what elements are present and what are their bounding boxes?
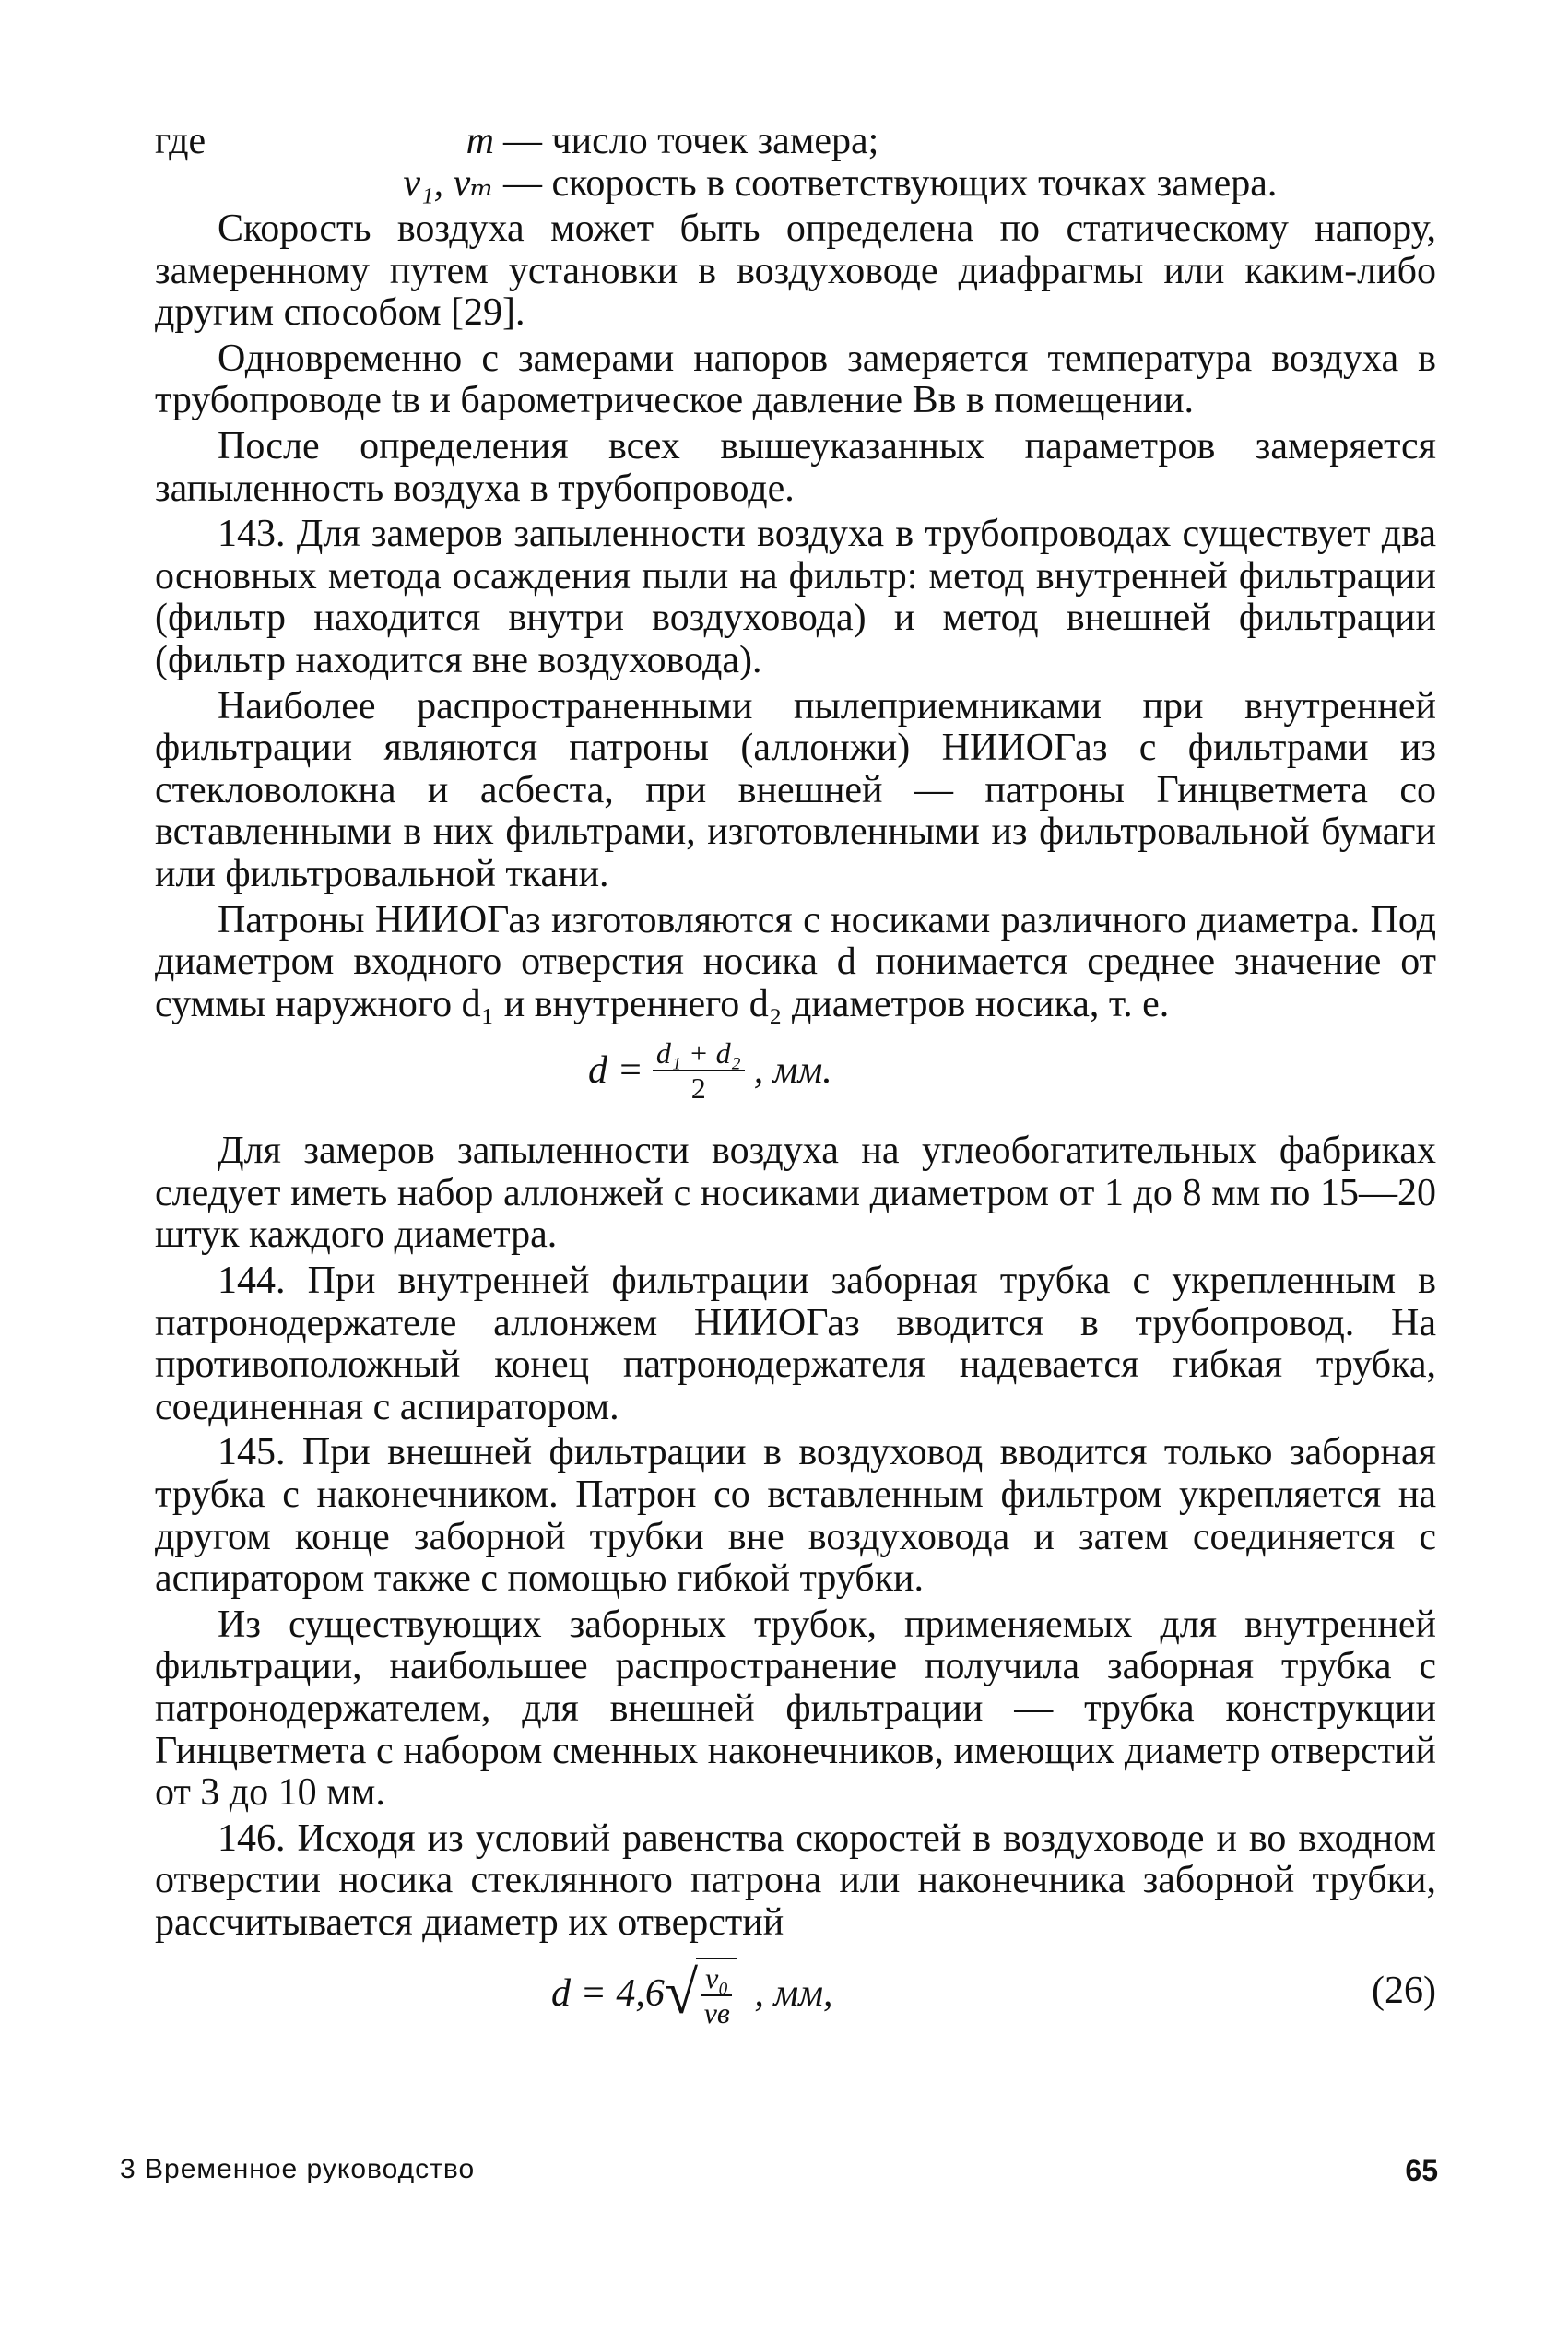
equation-number: (26): [1372, 1969, 1436, 2012]
formula-diameter-mean: [155, 1029, 1436, 1130]
paragraph: Патроны НИИОГаз изготовляются с носиками различного диаметра. Под диаметром входного отверстия носика d понимается среднее значение от суммы наружного d₁ и внутреннего d₂ диаметров носика, т. е.: [155, 898, 1436, 1025]
fraction-denominator: vв: [703, 1995, 730, 2029]
formula-fraction: [653, 1036, 745, 1105]
fraction-denominator: 2: [690, 1071, 706, 1106]
square-root: [665, 1958, 748, 2029]
formula-lhs: d = 4,6: [551, 1971, 665, 2015]
page-number: 65: [1405, 2154, 1438, 2187]
formula-fraction: [696, 1958, 737, 2029]
paragraph: 144. При внутренней фильтрации заборная трубка с укрепленным в патронодержателе аллонжем НИИОГаз вводится в трубопровод. На противоположный конец патронодержателя надевается гибкая трубка, соединенная с аспиратором.: [155, 1260, 1436, 1428]
definition-prefix: [155, 162, 302, 205]
paragraph: 145. При внешней фильтрации в воздуховод вводится только заборная трубка с наконечником. Патрон со вставленным фильтром укрепляется на другом конце заборной трубки вне воздуховода и затем соединяется с аспиратором также с помощью гибкой трубки.: [155, 1431, 1436, 1601]
formula-unit: , мм.: [753, 1049, 832, 1093]
paragraph: Скорость воздуха может быть определена по статическому напору, замеренному путем установки в воздуховоде диафрагмы или каким-либо другим способом [29].: [155, 207, 1436, 335]
paragraph: Одновременно с замерами напоров замеряется температура воздуха в трубопроводе tв и барометрическое давление Вв в помещении.: [155, 337, 1436, 422]
definition-text: — число точек замера;: [503, 120, 879, 162]
definition-text: — скорость в соответствующих точках замера.: [503, 162, 1278, 205]
formula-lhs: d =: [588, 1049, 643, 1093]
page-body: [155, 120, 1436, 2050]
definition-symbol: v₁, vₘ: [403, 162, 494, 205]
variable-definitions: [155, 120, 1436, 205]
fraction-numerator: d₁ + d₂: [653, 1036, 745, 1071]
fraction-numerator: v₀: [701, 1961, 732, 1996]
footer-signature: 3 Временное руководство: [120, 2154, 476, 2184]
paragraph: 143. Для замеров запыленности воздуха в трубопроводах существует два основных метода осаждения пыли на фильтр: метод внутренней фильтрации (фильтр находится внутри воздуховода) и метод внешней фильтрации (фильтр находится вне воздуховода).: [155, 513, 1436, 681]
definition-row: [155, 120, 1436, 162]
formula-26: [155, 1948, 1436, 2050]
page-footer: [120, 2154, 1438, 2200]
paragraph: Для замеров запыленности воздуха на углеобогатительных фабриках следует иметь набор аллонжей с носиками диаметром от 1 до 8 мм по 15—20 штук каждого диаметра.: [155, 1130, 1436, 1257]
paragraph: Из существующих заборных трубок, применяемых для внутренней фильтрации, наибольшее распространение получила заборная трубка с патронодержателем, для внешней фильтрации — трубка конструкции Гинцветмета с набором сменных наконечников, имеющих диаметр отверстий от 3 до 10 мм.: [155, 1603, 1436, 1815]
definition-symbol: m: [466, 120, 494, 162]
formula-unit: , мм,: [754, 1971, 833, 2015]
paragraph: Наиболее распространенными пылеприемниками при внутренней фильтрации являются патроны (аллонжи) НИИОГаз с фильтрами из стекловолокна и асбеста, при внешней — патроны Гинцветмета со вставленными в них фильтрами, изготовленными из фильтровальной бумаги или фильтровальной ткани.: [155, 684, 1436, 895]
paragraph: 146. Исходя из условий равенства скоростей в воздуховоде и во входном отверстии носика стеклянного патрона или наконечника заборной трубки, рассчитывается диаметр их отверстий: [155, 1816, 1436, 1944]
paragraph: После определения всех вышеуказанных параметров замеряется запыленность воздуха в трубопроводе.: [155, 424, 1436, 510]
radical-sign-icon: √: [664, 1958, 699, 2027]
definition-prefix: где: [155, 120, 206, 162]
definition-row: [155, 162, 1436, 205]
